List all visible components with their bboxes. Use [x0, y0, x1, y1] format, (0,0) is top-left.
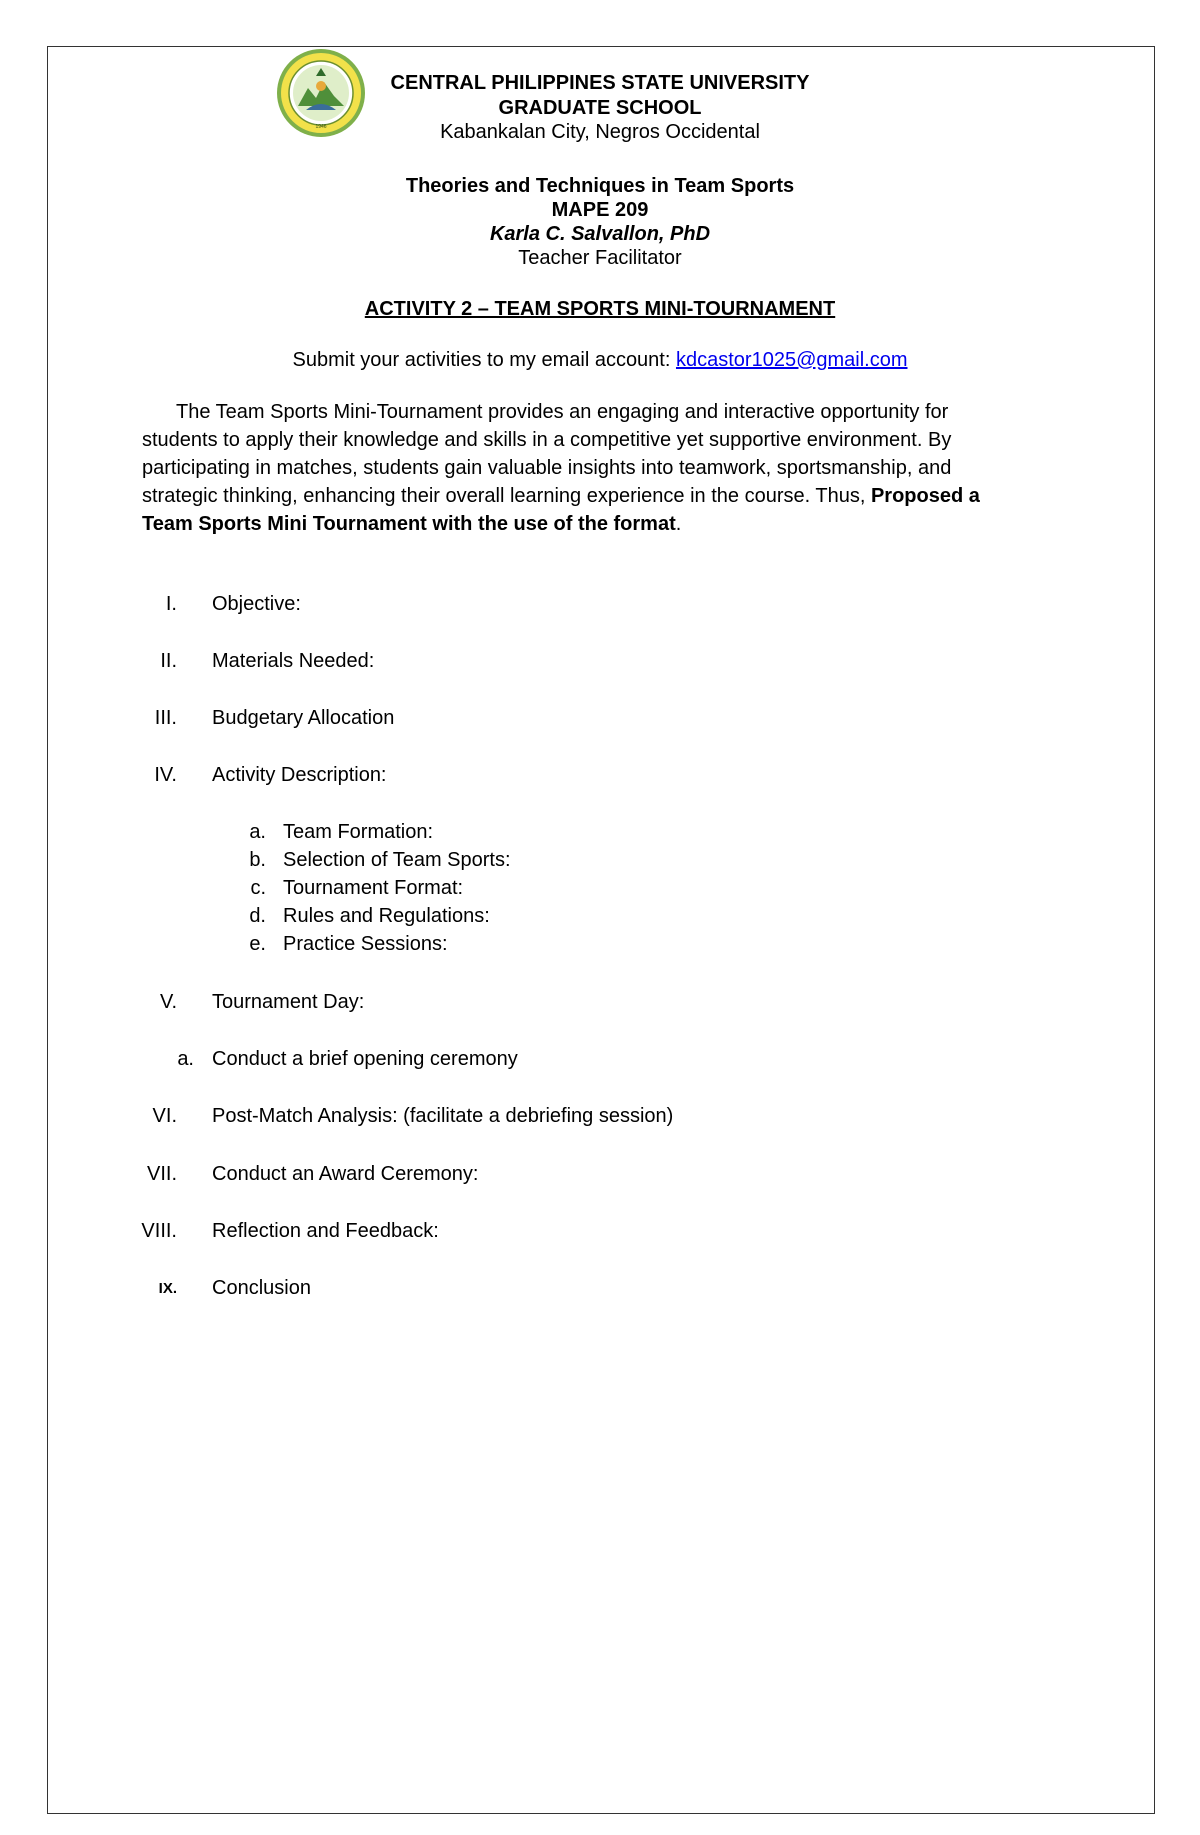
outline-item-award-ceremony: Conduct an Award Ceremony:: [212, 1163, 479, 1185]
outline-number: VI.: [152, 1105, 177, 1127]
outline-number: VIII.: [141, 1220, 177, 1242]
sub-item-practice: Practice Sessions:: [283, 933, 448, 955]
sub-item-letter: e.: [249, 933, 266, 955]
sub-item-team-formation: Team Formation:: [283, 821, 434, 843]
outline-item-budget: Budgetary Allocation: [212, 707, 395, 729]
activity-title: [0, 297, 1200, 321]
teacher-name: Karla C. Salvallon, PhD: [489, 223, 711, 245]
sub-item-letter: a.: [249, 821, 266, 843]
outline-number: II.: [160, 650, 177, 672]
intro-line-3: participating in matches, students gain valuable insights into teamwork, sportsmanship, and: [142, 457, 952, 479]
outline-number: IX.: [158, 1280, 177, 1297]
course-code: MAPE 209: [551, 199, 649, 221]
outline-item-activity-description: Activity Description:: [212, 764, 387, 786]
sub-item-opening-ceremony: Conduct a brief opening ceremony: [212, 1048, 518, 1070]
outline-item-post-match: Post-Match Analysis: (facilitate a debriefing session): [212, 1105, 674, 1127]
sub-item-letter: d.: [249, 905, 266, 927]
intro-line-5: Team Sports Mini Tournament with the use of the format.: [142, 513, 682, 535]
sub-item-letter: a.: [177, 1048, 194, 1070]
outline-item-tournament-day: Tournament Day:: [212, 991, 365, 1013]
outline-item-conclusion: Conclusion: [212, 1277, 311, 1299]
sub-item-letter: c.: [250, 877, 266, 899]
sub-item-tournament-format: Tournament Format:: [283, 877, 464, 899]
intro-line-1: The Team Sports Mini-Tournament provides an engaging and interactive opportunity for: [176, 401, 949, 423]
email-link[interactable]: kdcastor1025@gmail.com: [675, 349, 908, 371]
submit-text: Submit your activities to my email account:: [292, 349, 676, 371]
university-name: CENTRAL PHILIPPINES STATE UNIVERSITY: [390, 72, 810, 94]
submit-instruction: [0, 348, 1200, 372]
intro-line-4: strategic thinking, enhancing their overall learning experience in the course. Thus, Proposed a: [142, 485, 980, 507]
sub-item-letter: b.: [249, 849, 266, 871]
outline-number: VII.: [146, 1163, 177, 1185]
activity-title-text: ACTIVITY 2 – TEAM SPORTS MINI-TOURNAMENT: [364, 298, 836, 320]
sub-item-selection: Selection of Team Sports:: [283, 849, 511, 871]
graduate-school: GRADUATE SCHOOL: [498, 97, 702, 119]
teacher-role: Teacher Facilitator: [518, 247, 682, 269]
university-location: Kabankalan City, Negros Occidental: [440, 121, 760, 143]
intro-line-2: students to apply their knowledge and skills in a competitive yet supportive environment. By: [142, 429, 952, 451]
outline-number: V.: [159, 991, 177, 1013]
outline-number: III.: [154, 707, 177, 729]
outline-item-objective: Objective:: [212, 593, 301, 615]
outline-item-reflection: Reflection and Feedback:: [212, 1220, 439, 1242]
course-title: Theories and Techniques in Team Sports: [405, 175, 795, 197]
sub-item-rules: Rules and Regulations:: [283, 905, 490, 927]
outline-number: I.: [165, 593, 177, 615]
intro-paragraph: [142, 398, 1062, 538]
outline-number: IV.: [154, 764, 177, 786]
seal-year: 1946: [315, 124, 327, 130]
outline-item-materials: Materials Needed:: [212, 650, 375, 672]
